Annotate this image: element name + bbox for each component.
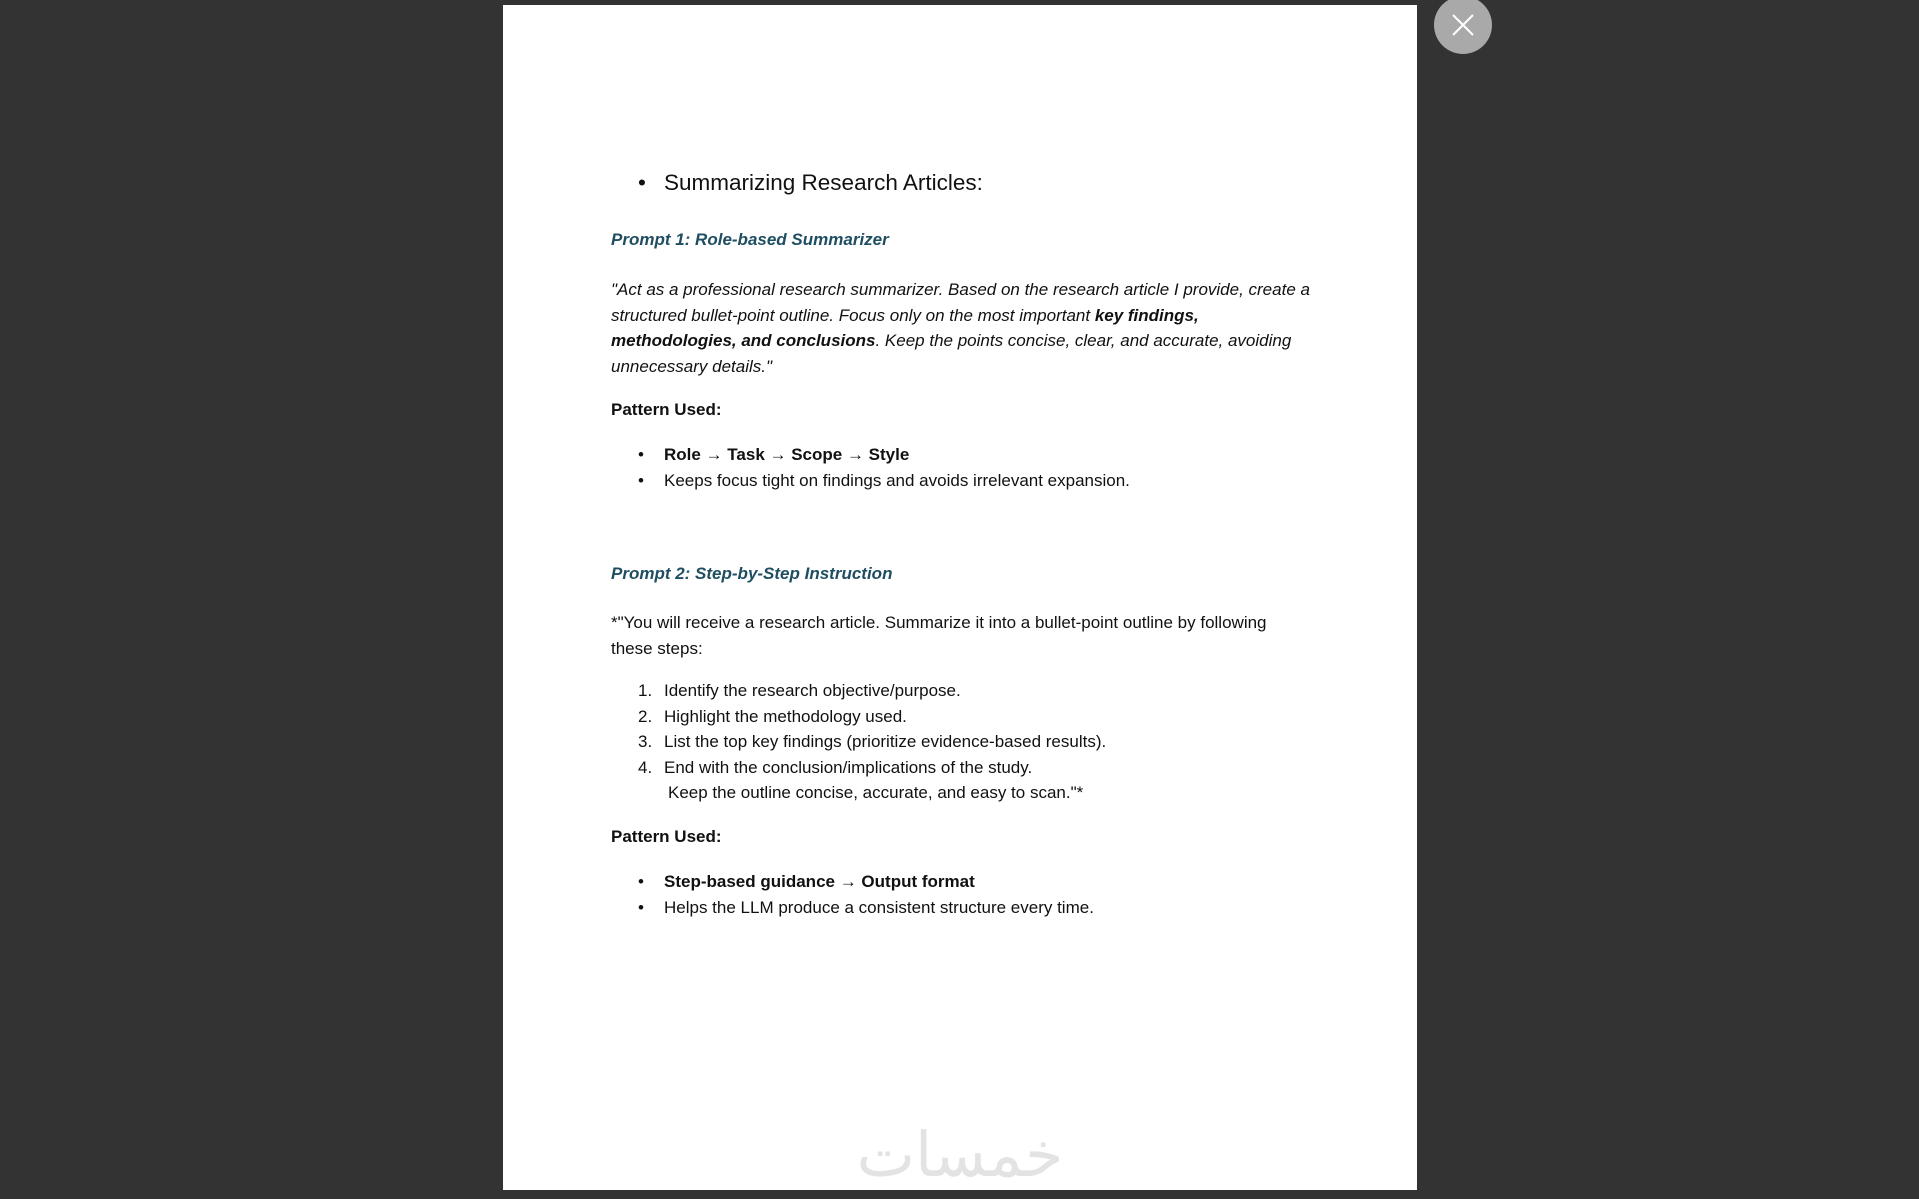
section-heading-text: Summarizing Research Articles: xyxy=(664,170,983,195)
document-page xyxy=(503,5,1417,1190)
close-icon xyxy=(1451,13,1475,37)
list-item-text: End with the conclusion/implications of the study. xyxy=(664,757,1033,777)
list-item: 3. List the top key findings (prioritize evidence-based results). xyxy=(638,732,1107,751)
list-item-text: List the top key findings (prioritize evidence-based results). xyxy=(664,732,1107,751)
watermark-logo: خمسات xyxy=(856,1118,1064,1191)
list-item: • Keeps focus tight on findings and avoids irrelevant expansion. xyxy=(638,470,1130,490)
list-item-text: Step-based guidance → Output format xyxy=(664,872,975,891)
prompt1-pattern-label: Pattern Used: xyxy=(611,400,722,419)
prompt2-pattern-list xyxy=(611,869,1311,920)
list-item-text: Identify the research objective/purpose. xyxy=(664,681,961,700)
prompt2-steps xyxy=(611,678,1311,806)
prompt1-text-a: "Act as a professional research summarizer. Based on the research article I provide, create a structured bullet-point outline. Focus only on the most important xyxy=(611,280,1310,325)
list-item: • Role → Task → Scope → Style xyxy=(638,445,910,464)
prompt1-text-b: . Keep the points concise, clear, and accurate, avoiding unnecessary details." xyxy=(611,331,1292,376)
prompt2-closing: Keep the outline concise, accurate, and easy to scan."* xyxy=(668,783,1084,802)
prompt1-text xyxy=(611,277,1311,379)
close-button[interactable] xyxy=(1434,0,1492,54)
list-item: 1. Identify the research objective/purpose. xyxy=(638,681,961,700)
prompt2-title: Prompt 2: Step-by-Step Instruction xyxy=(611,564,893,583)
list-item-text: Role → Task → Scope → Style xyxy=(664,445,910,464)
section-heading xyxy=(611,170,1311,196)
prompt2-pattern-label: Pattern Used: xyxy=(611,827,722,846)
list-item: 4. End with the conclusion/implications of the study. xyxy=(638,757,1033,777)
bullet: • xyxy=(638,170,646,195)
list-item: 2. Highlight the methodology used. xyxy=(638,706,907,726)
prompt1-title: Prompt 1: Role-based Summarizer xyxy=(611,230,889,249)
list-item-text: Keeps focus tight on findings and avoids irrelevant expansion. xyxy=(664,470,1130,490)
prompt1-pattern-list xyxy=(611,442,1311,493)
list-item-text: Helps the LLM produce a consistent structure every time. xyxy=(664,897,1094,917)
list-item-text: Highlight the methodology used. xyxy=(664,706,907,726)
prompt2-intro: *"You will receive a research article. Summarize it into a bullet-point outline by following these steps: xyxy=(611,613,1267,658)
list-item: • Step-based guidance → Output format xyxy=(638,872,975,891)
prompt1-text-bold: key findings, methodologies, and conclusions xyxy=(611,305,1199,350)
list-item: • Helps the LLM produce a consistent structure every time. xyxy=(638,897,1094,917)
